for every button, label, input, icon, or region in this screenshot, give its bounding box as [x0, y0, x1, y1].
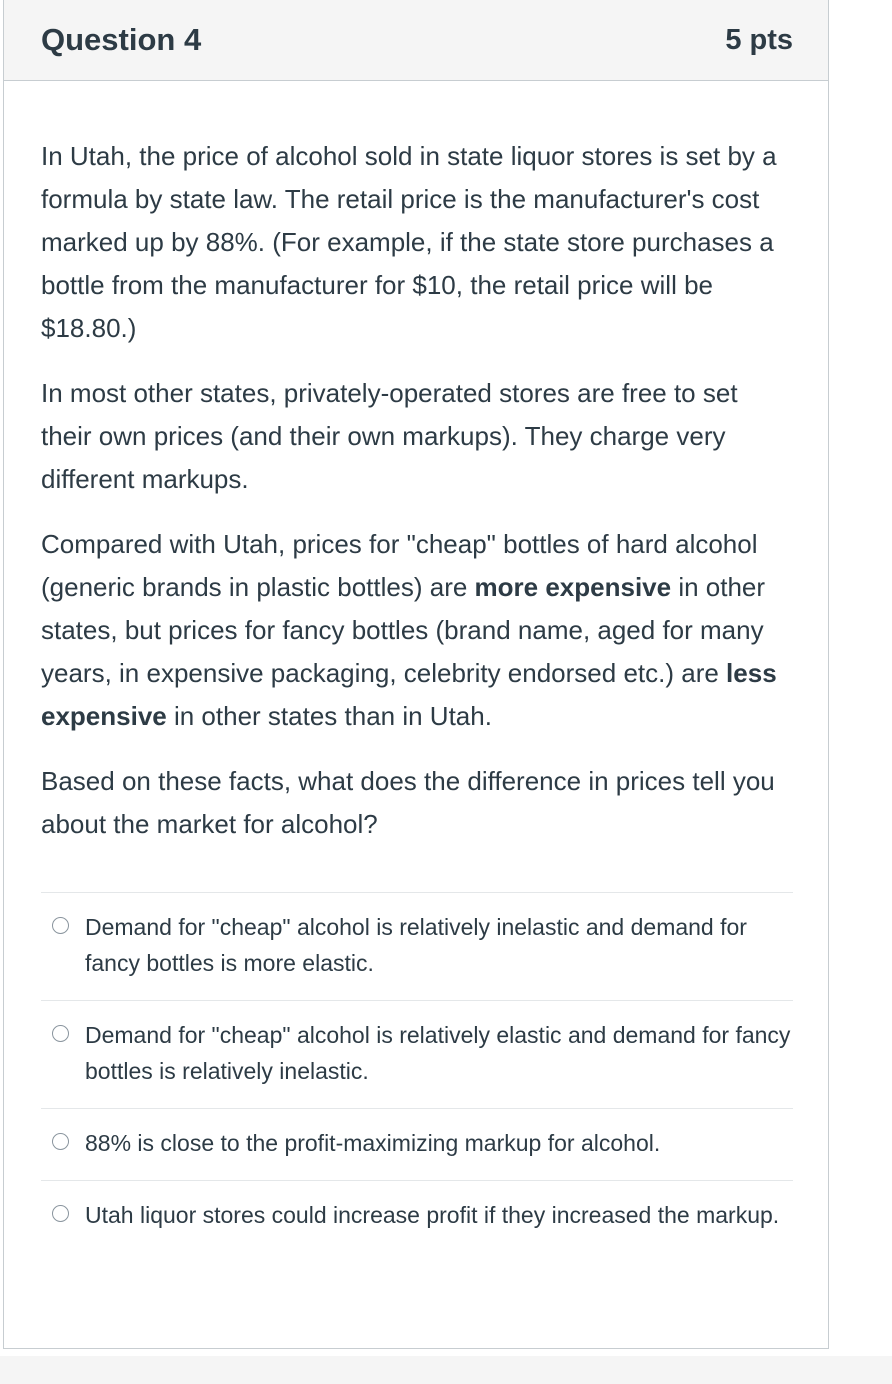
- answer-label[interactable]: 88% is close to the profit-maximizing markup for alcohol.: [85, 1130, 661, 1156]
- page-bottom-strip: [0, 1356, 892, 1384]
- paragraph-3-text-e: in other states than in Utah.: [166, 701, 492, 731]
- question-paragraph-2: In most other states, privately-operated stores are free to set their own prices (and their own markups). They charge very different markups.: [41, 378, 738, 494]
- answer-option-1[interactable]: [41, 893, 793, 1001]
- paragraph-3-text-c: in other states, but prices for fancy bottles (brand name, aged for many years, in expensive packaging, celebrity endorsed etc.) are: [41, 572, 766, 688]
- answer-option-4[interactable]: [41, 1181, 793, 1252]
- radio-button[interactable]: [52, 1205, 69, 1222]
- question-points: 5 pts: [725, 23, 793, 56]
- radio-button[interactable]: [52, 1133, 69, 1150]
- question-paragraph-3: [41, 523, 793, 738]
- emphasis-more-expensive: more expensive: [474, 572, 672, 602]
- question-text: [41, 135, 793, 846]
- question-card: [3, 0, 829, 1349]
- paragraph-3-text-a: Compared with Utah, prices for "cheap" bottles of hard alcohol (generic brands in plastic bottles) are: [41, 529, 758, 602]
- question-title: Question 4: [41, 22, 202, 57]
- radio-button[interactable]: [52, 917, 69, 934]
- emphasis-less-expensive: less expensive: [41, 658, 777, 731]
- answer-option-3[interactable]: [41, 1109, 793, 1181]
- question-paragraph-4: Based on these facts, what does the difference in prices tell you about the market for alcohol?: [41, 766, 775, 839]
- answer-list: [41, 892, 793, 1252]
- question-body: [4, 81, 828, 1252]
- answer-label[interactable]: Demand for "cheap" alcohol is relatively elastic and demand for fancy bottles is relatively inelastic.: [85, 1022, 791, 1084]
- radio-button[interactable]: [52, 1025, 69, 1042]
- answer-label[interactable]: Demand for "cheap" alcohol is relatively inelastic and demand for fancy bottles is more elastic.: [85, 914, 747, 976]
- question-header: [4, 0, 828, 81]
- answer-option-2[interactable]: [41, 1001, 793, 1109]
- answer-label[interactable]: Utah liquor stores could increase profit if they increased the markup.: [85, 1202, 780, 1228]
- question-paragraph-1: In Utah, the price of alcohol sold in state liquor stores is set by a formula by state law. The retail price is the manufacturer's cost marked up by 88%. (For example, if the state store purchases a bottle from the manufacturer for $10, the retail price will be $18.80.): [41, 141, 777, 343]
